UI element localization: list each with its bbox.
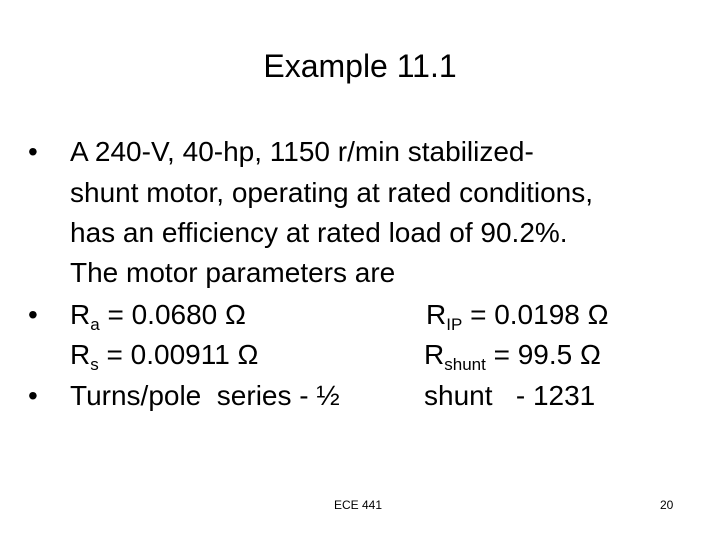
turns-shunt: shunt - 1231 <box>424 380 596 411</box>
param-rshunt-subscript: shunt <box>444 355 486 374</box>
turns-series: Turns/pole series - ½ <box>70 380 340 411</box>
param-ra-symbol: R <box>70 299 91 330</box>
paragraph-line-1: A 240-V, 40-hp, 1150 r/min stabilized- <box>70 136 534 167</box>
param-rs-value: = 0.00911 Ω <box>98 339 259 370</box>
param-rs-subscript: s <box>90 355 99 374</box>
param-rs <box>70 338 259 372</box>
paragraph-line-4: The motor parameters are <box>70 257 396 288</box>
param-rshunt-symbol: R <box>424 339 445 370</box>
param-ra <box>70 298 246 332</box>
param-rip <box>426 298 609 332</box>
footer-page-number: 20 <box>660 498 674 512</box>
bullet-marker-1: • <box>28 136 38 167</box>
bullet-marker-3: • <box>28 380 38 411</box>
param-rip-value: = 0.0198 Ω <box>462 299 609 330</box>
param-rip-subscript: IP <box>446 315 463 334</box>
footer-course: ECE 441 <box>334 498 383 512</box>
bullet-marker-2: • <box>28 299 38 330</box>
param-rs-symbol: R <box>70 339 91 370</box>
param-rshunt <box>424 338 601 372</box>
paragraph-line-3: has an efficiency at rated load of 90.2%. <box>70 217 568 248</box>
param-rip-symbol: R <box>426 299 447 330</box>
param-rshunt-value: = 99.5 Ω <box>485 339 601 370</box>
param-ra-subscript: a <box>90 315 100 334</box>
paragraph-line-2: shunt motor, operating at rated conditions, <box>70 177 593 208</box>
slide-title: Example 11.1 <box>263 48 457 84</box>
param-ra-value: = 0.0680 Ω <box>99 299 246 330</box>
